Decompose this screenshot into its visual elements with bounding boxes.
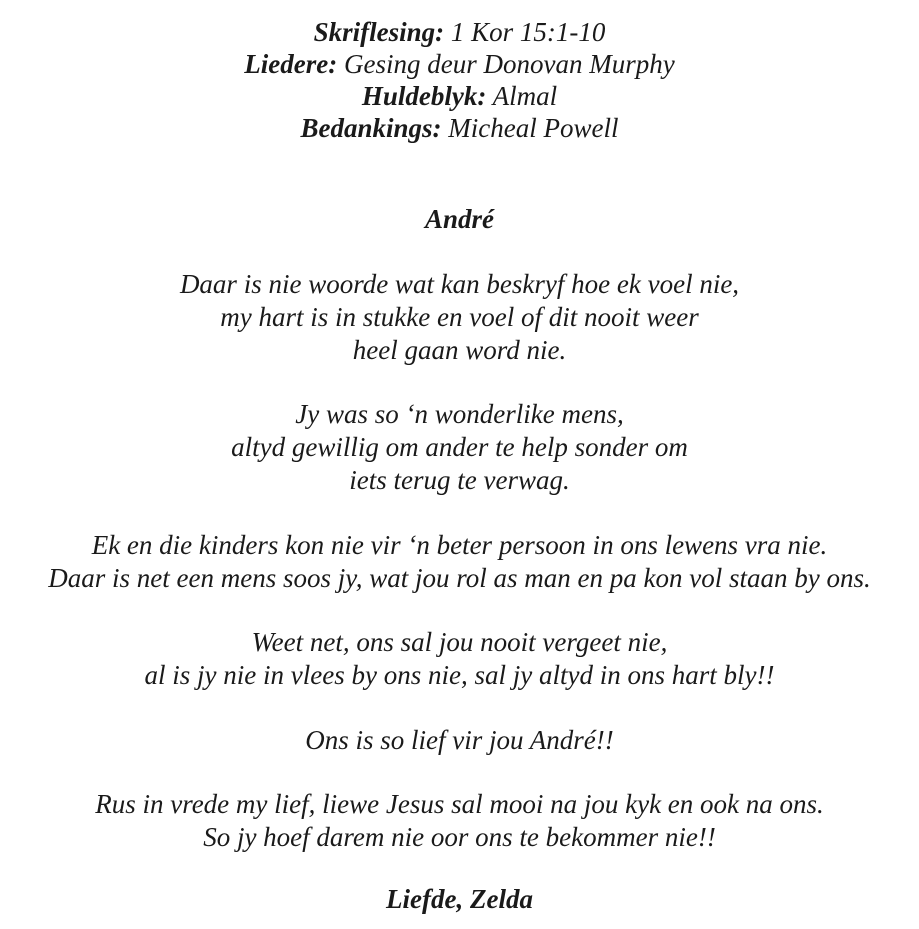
poem-line: Ek en die kinders kon nie vir ‘n beter persoon in ons lewens vra nie.: [91, 530, 828, 560]
poem-line: Jy was so ‘n wonderlike mens,: [295, 399, 624, 429]
header-label: Huldeblyk:: [361, 81, 487, 111]
poem-title: André: [424, 204, 495, 234]
signature: Liefde, Zelda: [386, 884, 533, 914]
header-row-scripture: [0, 16, 919, 48]
header-value: Almal: [492, 81, 558, 111]
poem-line: altyd gewillig om ander te help sonder om: [231, 432, 688, 462]
header-label: Liedere:: [244, 49, 338, 79]
poem-line: Daar is net een mens soos jy, wat jou rol as man en pa kon vol staan by ons.: [48, 563, 871, 593]
header-row-thanks: [0, 112, 919, 144]
poem-line: So jy hoef darem nie oor ons te bekommer nie!!: [203, 822, 716, 852]
header-label: Bedankings:: [300, 113, 442, 143]
poem-line: heel gaan word nie.: [352, 335, 567, 365]
poem-line: Ons is so lief vir jou André!!: [305, 725, 614, 755]
poem-line: Rus in vrede my lief, liewe Jesus sal mooi na jou kyk en ook na ons.: [95, 789, 824, 819]
header-row-tribute: [0, 80, 919, 112]
header-value: Micheal Powell: [448, 113, 619, 143]
header-value: Gesing deur Donovan Murphy: [344, 49, 675, 79]
poem-line: al is jy nie in vlees by ons nie, sal jy altyd in ons hart bly!!: [144, 660, 775, 690]
header-value: 1 Kor 15:1-10: [450, 17, 606, 47]
poem-line: Daar is nie woorde wat kan beskryf hoe ek voel nie,: [179, 269, 740, 299]
header-label: Skriflesing:: [313, 17, 445, 47]
poem-line: iets terug te verwag.: [349, 465, 570, 495]
poem-line: my hart is in stukke en voel of dit nooit weer: [220, 302, 699, 332]
header-row-songs: [0, 48, 919, 80]
poem-line: Weet net, ons sal jou nooit vergeet nie,: [251, 627, 668, 657]
